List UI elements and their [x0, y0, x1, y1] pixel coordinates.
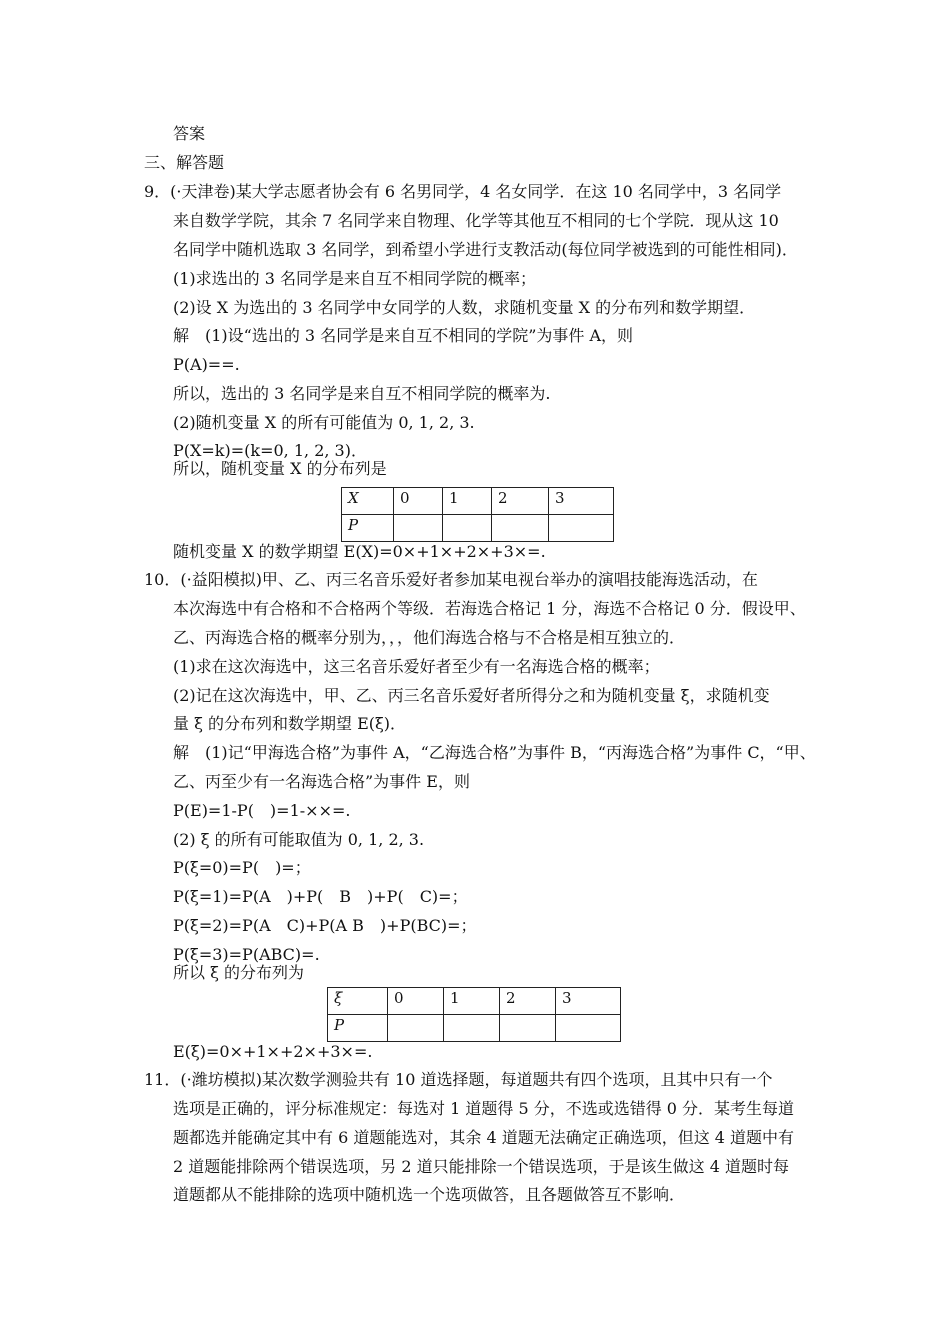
- problem-10-line: 量 ξ 的分布列和数学期望 E(ξ)．: [173, 714, 407, 733]
- table-row: [342, 515, 614, 542]
- solution-line: 解 (1)记“甲海选合格”为事件 A，“乙海选合格”为事件 B，“丙海选合格”为事件 C，“甲、: [173, 743, 816, 762]
- table-cell: 2: [492, 488, 549, 515]
- table-cell: [492, 515, 549, 542]
- line: 答案: [173, 124, 206, 143]
- table-cell: [443, 515, 492, 542]
- problem-11-line: 题都选并能确定其中有 6 道题能选对，其余 4 道题无法确定正确选项，但这 4 道题中有: [173, 1128, 795, 1147]
- table-cell: 1: [443, 488, 492, 515]
- problem-9-part-2: (2)设 X 为选出的 3 名同学中女同学的人数，求随机变量 X 的分布列和数学期望．: [173, 298, 756, 317]
- table-cell: 2: [500, 988, 556, 1015]
- solution-line: (2) ξ 的所有可能取值为 0, 1, 2, 3.: [173, 830, 425, 849]
- problem-9-line: 名同学中随机选取 3 名同学，到希望小学进行支教活动(每位同学被选到的可能性相同)．: [173, 240, 798, 259]
- table-cell: [500, 1015, 556, 1042]
- problem-10-part-2: (2)记在这次海选中，甲、乙、丙三名音乐爱好者所得分之和为随机变量 ξ，求随机变: [173, 686, 770, 705]
- problem-11-line: 11．(·潍坊模拟)某次数学测验共有 10 道选择题，每道题共有四个选项，且其中只有一个: [144, 1070, 773, 1089]
- table-cell: 3: [556, 988, 621, 1015]
- table-cell: 0: [394, 488, 443, 515]
- problem-9-line: 9．(·天津卷)某大学志愿者协会有 6 名男同学，4 名女同学．在这 10 名同学中，3 名同学: [144, 182, 782, 201]
- table-cell: [444, 1015, 500, 1042]
- problem-11-line: 选项是正确的，评分标准规定：每选对 1 道题得 5 分，不选或选错得 0 分．某考生每道: [173, 1099, 795, 1118]
- problem-11-line: 2 道题能排除两个错误选项，另 2 道只能排除一个错误选项，于是该生做这 4 道题时每: [173, 1157, 789, 1176]
- solution-line: 乙、丙至少有一名海选合格”为事件 E，则: [173, 772, 470, 791]
- solution-line: (2)随机变量 X 的所有可能值为 0, 1, 2, 3.: [173, 413, 475, 432]
- distribution-table-x: [341, 487, 614, 542]
- table-cell: P: [342, 515, 394, 542]
- table-cell: 3: [549, 488, 614, 515]
- table-cell: [388, 1015, 444, 1042]
- solution-line: P(A)==.: [173, 355, 240, 374]
- table-cell: P: [328, 1015, 388, 1042]
- table-cell: 1: [444, 988, 500, 1015]
- solution-line: P(ξ=2)=P(A C)+P(A B )+P(BC)=；: [173, 916, 477, 935]
- solution-line: P(ξ=0)=P( )=；: [173, 858, 311, 877]
- table-row: [328, 1015, 621, 1042]
- table-cell: 0: [388, 988, 444, 1015]
- solution-line: P(ξ=3)=P(ABC)=.: [173, 945, 320, 964]
- solution-line: P(ξ=1)=P(A )+P( B )+P( C)=；: [173, 887, 468, 906]
- section-heading: 三、解答题: [144, 153, 225, 172]
- table-row: [342, 488, 614, 515]
- solution-line: E(ξ)=0×+1×+2×+3×=.: [173, 1042, 373, 1061]
- table-cell: [394, 515, 443, 542]
- problem-9-line: 来自数学学院，其余 7 名同学来自物理、化学等其他互不相同的七个学院．现从这 10: [173, 211, 779, 230]
- table-row: [328, 988, 621, 1015]
- solution-line: P(E)=1-P( )=1-××=.: [173, 801, 351, 820]
- solution-line: 所以，选出的 3 名同学是来自互不相同学院的概率为.: [173, 384, 551, 403]
- solution-line: 随机变量 X 的数学期望 E(X)=0×+1×+2×+3×=.: [173, 542, 546, 561]
- table-cell: ξ: [328, 988, 388, 1015]
- solution-line: 所以 ξ 的分布列为: [173, 963, 304, 982]
- distribution-table-xi: [327, 987, 621, 1042]
- table-cell: [556, 1015, 621, 1042]
- problem-10-line: 乙、丙海选合格的概率分别为，，，他们海选合格与不合格是相互独立的．: [173, 628, 686, 647]
- table-cell: [549, 515, 614, 542]
- solution-line: 所以，随机变量 X 的分布列是: [173, 459, 387, 478]
- solution-line: P(X=k)=(k=0, 1, 2, 3)．: [173, 441, 367, 460]
- problem-11-line: 道题都从不能排除的选项中随机选一个选项做答，且各题做答互不影响．: [173, 1185, 686, 1204]
- problem-10-line: 本次海选中有合格和不合格两个等级．若海选合格记 1 分，海选不合格记 0 分．假设甲、: [173, 599, 806, 618]
- problem-9-part-1: (1)求选出的 3 名同学是来自互不相同学院的概率；: [173, 269, 537, 288]
- solution-line: 解 (1)设“选出的 3 名同学是来自互不相同的学院”为事件 A，则: [173, 326, 634, 345]
- problem-10-part-1: (1)求在这次海选中，这三名音乐爱好者至少有一名海选合格的概率；: [173, 657, 660, 676]
- problem-10-line: 10．(·益阳模拟)甲、乙、丙三名音乐爱好者参加某电视台举办的演唱技能海选活动，在: [144, 570, 758, 589]
- table-cell: X: [342, 488, 394, 515]
